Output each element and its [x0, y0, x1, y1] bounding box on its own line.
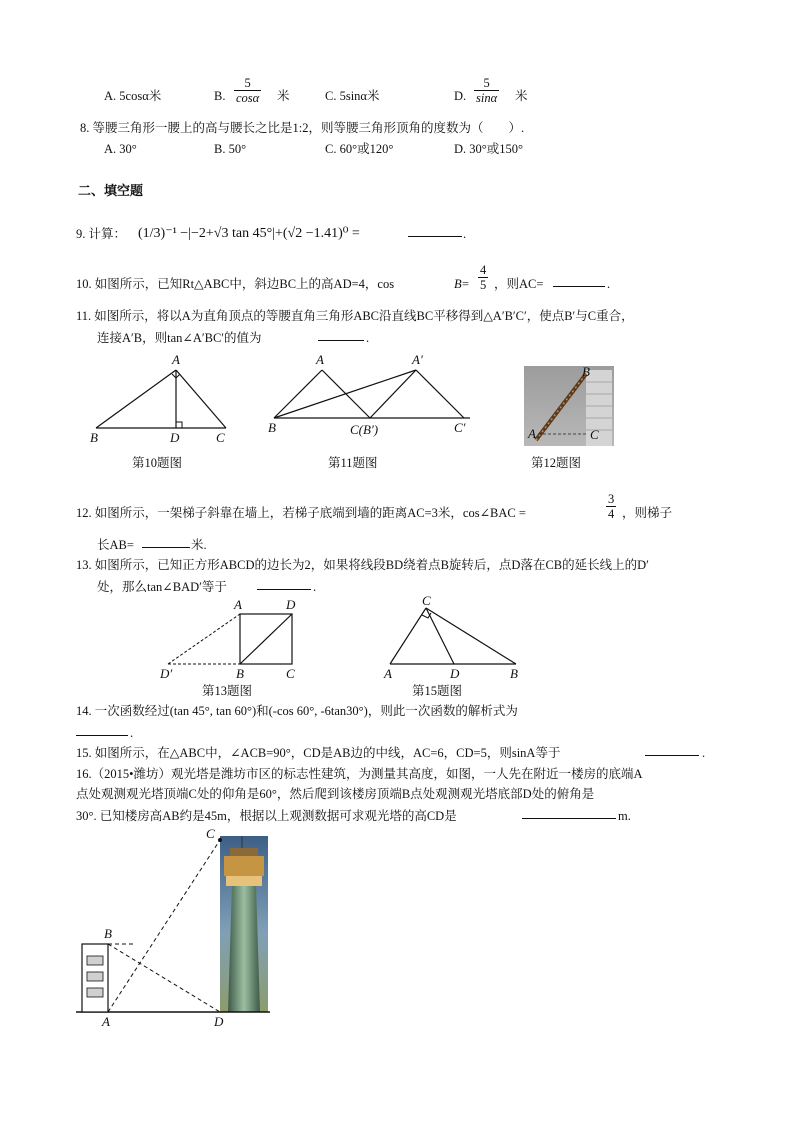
q15-answer-blank[interactable] [645, 743, 699, 760]
q12-answer-blank[interactable] [142, 535, 190, 552]
q14-end: . [130, 726, 134, 740]
fig11-label-a: A [316, 352, 324, 367]
q10-stem: 10. 如图所示，已知Rt△ABC中，斜边BC上的高AD=4，cos [76, 277, 395, 291]
q7-option-c: C. 5sinα米 [325, 89, 380, 103]
fig10-label-c: C [216, 430, 225, 445]
q7-option-d-fraction [474, 76, 499, 105]
q7-option-a: A. 5cosα米 [104, 89, 162, 103]
q7-b-numerator: 5 [234, 76, 261, 91]
fig10-label-a: A [172, 352, 180, 367]
fig10-label-b: B [90, 430, 98, 445]
q7-option-d-unit: 米 [515, 89, 528, 103]
fig13-label-c: C [286, 666, 295, 680]
fig16-label-a: A [102, 1014, 110, 1029]
fig16-label-d: D [214, 1014, 224, 1029]
q11-end: . [366, 331, 370, 345]
q12-numerator: 3 [608, 492, 615, 506]
q7-option-d-label: D. [454, 89, 467, 103]
figure-10-caption: 第10题图 [132, 456, 183, 470]
q7-option-b-unit: 米 [277, 89, 290, 103]
q12-line2-pre: 长AB= [97, 538, 134, 552]
q8-stem: 8. 等腰三角形一腰上的高与腰长之比是1:2，则等腰三角形顶角的度数为（ ）. [80, 121, 525, 135]
fig11-label-a-prime: A′ [412, 352, 423, 367]
fig16-label-c: C [206, 826, 215, 841]
q8-option-d: D. 30°或150° [454, 142, 524, 156]
q10-denominator: 5 [480, 278, 487, 292]
figure-16-diagram [74, 826, 274, 1030]
q12-stem: 12. 如图所示，一架梯子斜靠在墙上，若梯子底端到墙的距离AC=3米，cos∠BAC = [76, 506, 526, 520]
q14-line1: 14. 一次函数经过(tan 45°, tan 60°)和(-cos 60°, -6tan30°)，则此一次函数的解析式为 [76, 704, 518, 718]
fig13-label-d-prime: D′ [160, 666, 173, 680]
q10-fraction [478, 263, 488, 292]
figure-10-diagram [86, 350, 242, 446]
q9-expression: (1/3)⁻¹ −|−2+√3 tan 45°|+(√2 −1.41)⁰ = [138, 226, 360, 241]
q11-answer-blank[interactable] [318, 328, 364, 345]
q9-answer-blank[interactable] [408, 224, 462, 241]
fig15-label-c: C [422, 596, 431, 608]
fig10-label-d: D [170, 430, 180, 445]
q13-end: . [313, 580, 317, 594]
q11-line2: 连接A′B，则tan∠A′BC′的值为 [97, 331, 262, 345]
fig15-label-a: A [384, 666, 392, 680]
q10-numerator: 4 [480, 263, 487, 277]
figure-15-diagram [380, 596, 526, 680]
q7-d-denominator: sinα [476, 91, 498, 105]
q16-line1: 16.（2015•潍坊）观光塔是潍坊市区的标志性建筑，为测量其高度，如图，一人先在附近一楼房的底端A [76, 767, 643, 781]
q15-stem: 15. 如图所示，在△ABC中，∠ACB=90°，CD是AB边的中线，AC=6，CD=5，则sinA等于 [76, 746, 561, 760]
q12-denominator: 4 [608, 507, 615, 521]
q10-var: B [454, 277, 462, 291]
q10-post: ，则AC= [494, 277, 544, 291]
q8-option-a: A. 30° [104, 142, 137, 156]
fig13-label-d: D [286, 597, 296, 612]
q16-line3: 30°. 已知楼房高AB约是45m，根据以上观测数据可求观光塔的高CD是 [76, 809, 457, 823]
fig11-label-c-prime: C′ [454, 420, 466, 435]
figure-15-caption: 第15题图 [412, 684, 463, 698]
q8-option-c: C. 60°或120° [325, 142, 394, 156]
fig15-label-d: D [450, 666, 460, 680]
q10-eq: = [462, 277, 470, 291]
q13-answer-blank[interactable] [257, 577, 311, 594]
q12-line2-post: 米. [191, 538, 207, 552]
q13-line2: 处，那么tan∠BAD′等于 [97, 580, 227, 594]
q7-option-b-fraction [234, 76, 261, 105]
q7-d-numerator: 5 [474, 76, 499, 91]
q10-end: . [607, 277, 611, 291]
fig11-label-b: B [268, 420, 276, 435]
fig12-label-a: A [528, 426, 536, 441]
fig13-label-b: B [236, 666, 244, 680]
figure-12-caption: 第12题图 [531, 456, 582, 470]
fig15-label-b: B [510, 666, 518, 680]
figure-13-caption: 第13题图 [202, 684, 253, 698]
figure-11-diagram [266, 350, 476, 442]
q10-answer-blank[interactable] [553, 274, 605, 291]
section-title-fill-blank: 二、填空题 [78, 183, 144, 198]
q7-b-denominator: cosα [236, 91, 260, 105]
q9-end: . [463, 227, 467, 241]
q12-post: ，则梯子 [622, 506, 673, 520]
q15-end: . [702, 746, 706, 760]
q16-end: m. [618, 809, 631, 823]
figure-11-caption: 第11题图 [328, 456, 378, 470]
fig12-label-c: C [590, 427, 599, 442]
q16-answer-blank[interactable] [522, 806, 616, 823]
figure-12-photo [524, 366, 614, 446]
q14-answer-blank[interactable] [76, 723, 128, 740]
q7-option-b-label: B. [214, 89, 226, 103]
fig16-label-b: B [104, 926, 112, 941]
q16-line2: 点处观测观光塔顶端C处的仰角是60°，然后爬到该楼房顶端B点处观测观光塔底部D处的俯角是 [76, 787, 595, 801]
fig12-label-b: B [582, 366, 590, 379]
q12-fraction [606, 492, 616, 521]
q11-line1: 11. 如图所示，将以A为直角顶点的等腰直角三角形ABC沿直线BC平移得到△A′B′C′，使点B′与C重合， [76, 309, 634, 323]
q8-option-b: B. 50° [214, 142, 247, 156]
q13-line1: 13. 如图所示，已知正方形ABCD的边长为2，如果将线段BD绕着点B旋转后，点D落在CB的延长线上的D′ [76, 558, 649, 572]
figure-13-diagram [156, 596, 306, 680]
q9-prefix: 9. 计算： [76, 227, 127, 241]
fig13-label-a: A [234, 597, 242, 612]
fig11-label-c-b-prime: C(B′) [350, 422, 379, 437]
